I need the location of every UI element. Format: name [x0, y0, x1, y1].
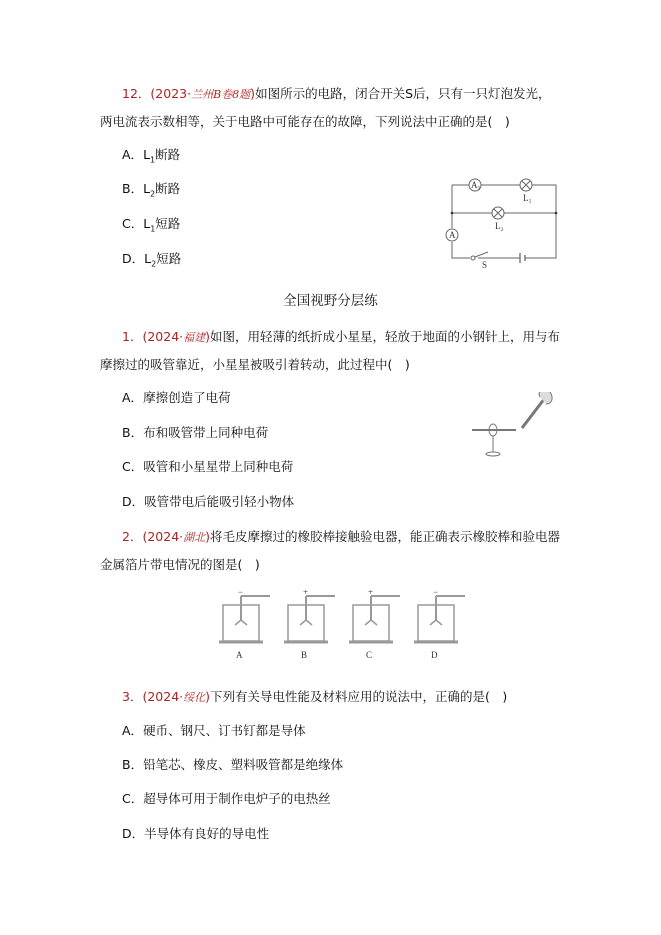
option-a — [122, 147, 180, 169]
paper-star-figure — [470, 392, 565, 472]
ammeter-a1-label: A₁ — [471, 180, 481, 190]
electroscope-label: C — [366, 650, 373, 660]
electroscope-d — [414, 590, 465, 660]
circuit-diagram — [440, 175, 565, 270]
rod-charge: − — [238, 590, 244, 597]
option-text: 超导体可用于制作电炉子的电热丝 — [143, 791, 331, 806]
question-source: 绥化 — [183, 691, 206, 704]
option-text: 硬币、钢尺、订书钉都是导体 — [143, 723, 306, 738]
option-b — [122, 757, 343, 773]
section-title: 全国视野分层练 — [283, 293, 378, 309]
option-c — [122, 791, 331, 807]
question-2-stem — [100, 523, 562, 578]
rod-charge: − — [433, 590, 439, 597]
lamp-l2-label: L₂ — [495, 221, 504, 231]
option-label: C． — [122, 216, 144, 231]
option-text: 短路 — [155, 216, 181, 231]
option-label: A． — [122, 723, 144, 738]
stem-text: 如图，用轻薄的纸折成小星星，轻放于地面的小钢针上，用与布摩擦过的吸管靠近，小星星被吸引着转动，此过程中( ) — [100, 329, 561, 372]
option-a — [122, 723, 306, 739]
rod-charge: + — [368, 590, 374, 597]
option-label: A． — [122, 147, 144, 162]
option-text: 断路 — [155, 147, 181, 162]
question-12-stem — [100, 80, 562, 135]
lamp-l1-label: L₁ — [523, 193, 532, 203]
stem-text: 如图所示的电路，闭合开关S后，只有一只灯泡发光，两电流表示数相等，关于电路中可能存在的故障，下列说法中正确的是( ) — [100, 86, 551, 129]
option-d — [122, 826, 269, 842]
option-subscript: 2 — [151, 259, 157, 269]
option-c — [122, 459, 293, 475]
option-text: 吸管和小星星带上同种电荷 — [143, 459, 294, 474]
source-close: ) — [205, 329, 211, 344]
option-text: 半导体有良好的导电性 — [144, 826, 270, 841]
switch-label: S — [482, 260, 488, 270]
source-open: (2024· — [142, 529, 184, 544]
source-open: (2023· — [150, 86, 192, 101]
electroscope-b — [284, 590, 335, 660]
source-close: ) — [250, 86, 256, 101]
ammeter-a-label: A — [449, 230, 456, 240]
electroscope-c — [349, 590, 400, 660]
electroscope-label: D — [431, 650, 438, 660]
option-c — [122, 216, 180, 238]
source-close: ) — [205, 689, 211, 704]
option-label: D． — [122, 494, 145, 509]
source-open: (2024· — [142, 329, 184, 344]
question-number: 2． — [122, 529, 143, 544]
source-open: (2024· — [142, 689, 184, 704]
option-text: 断路 — [155, 181, 181, 196]
stem-text: 下列有关导电性能及材料应用的说法中，正确的是( ) — [210, 689, 508, 704]
option-subscript: 1 — [150, 224, 156, 234]
option-subscript: 1 — [150, 155, 156, 165]
option-a — [122, 390, 231, 406]
option-d — [122, 251, 181, 273]
question-1-stem — [100, 323, 562, 378]
option-label: D． — [122, 251, 145, 266]
option-b — [122, 181, 180, 203]
option-symbol: L — [143, 147, 151, 162]
question-number: 12． — [122, 86, 151, 101]
electroscope-label: A — [236, 650, 243, 660]
option-symbol: L — [144, 251, 152, 266]
option-label: D． — [122, 826, 145, 841]
question-source: 湖北 — [183, 531, 206, 544]
option-text: 铅笔芯、橡皮、塑料吸管都是绝缘体 — [143, 757, 344, 772]
electroscope-label: B — [301, 650, 308, 660]
electroscope-figures — [218, 590, 468, 665]
option-label: C． — [122, 459, 144, 474]
option-text: 布和吸管带上同种电荷 — [143, 425, 269, 440]
electroscope-a — [219, 590, 270, 660]
option-label: B． — [122, 757, 144, 772]
option-symbol: L — [143, 216, 151, 231]
source-close: ) — [205, 529, 211, 544]
option-label: B． — [122, 181, 144, 196]
question-3-stem — [100, 683, 562, 711]
option-text: 摩擦创造了电荷 — [143, 390, 231, 405]
rod-charge: + — [303, 590, 309, 597]
question-source: 福建 — [183, 331, 206, 344]
option-text: 短路 — [156, 251, 182, 266]
option-label: C． — [122, 791, 144, 806]
option-b — [122, 425, 268, 441]
option-symbol: L — [143, 181, 151, 196]
option-label: B． — [122, 425, 144, 440]
question-source: 兰州B卷8题 — [191, 88, 251, 101]
option-subscript: 2 — [150, 189, 156, 199]
option-label: A． — [122, 390, 144, 405]
question-number: 3． — [122, 689, 143, 704]
question-number: 1． — [122, 329, 143, 344]
option-d — [122, 494, 294, 510]
stem-text: 将毛皮摩擦过的橡胶棒接触验电器，能正确表示橡胶棒和验电器金属箔片带电情况的图是( ) — [100, 529, 561, 572]
option-text: 吸管带电后能吸引轻小物体 — [144, 494, 295, 509]
